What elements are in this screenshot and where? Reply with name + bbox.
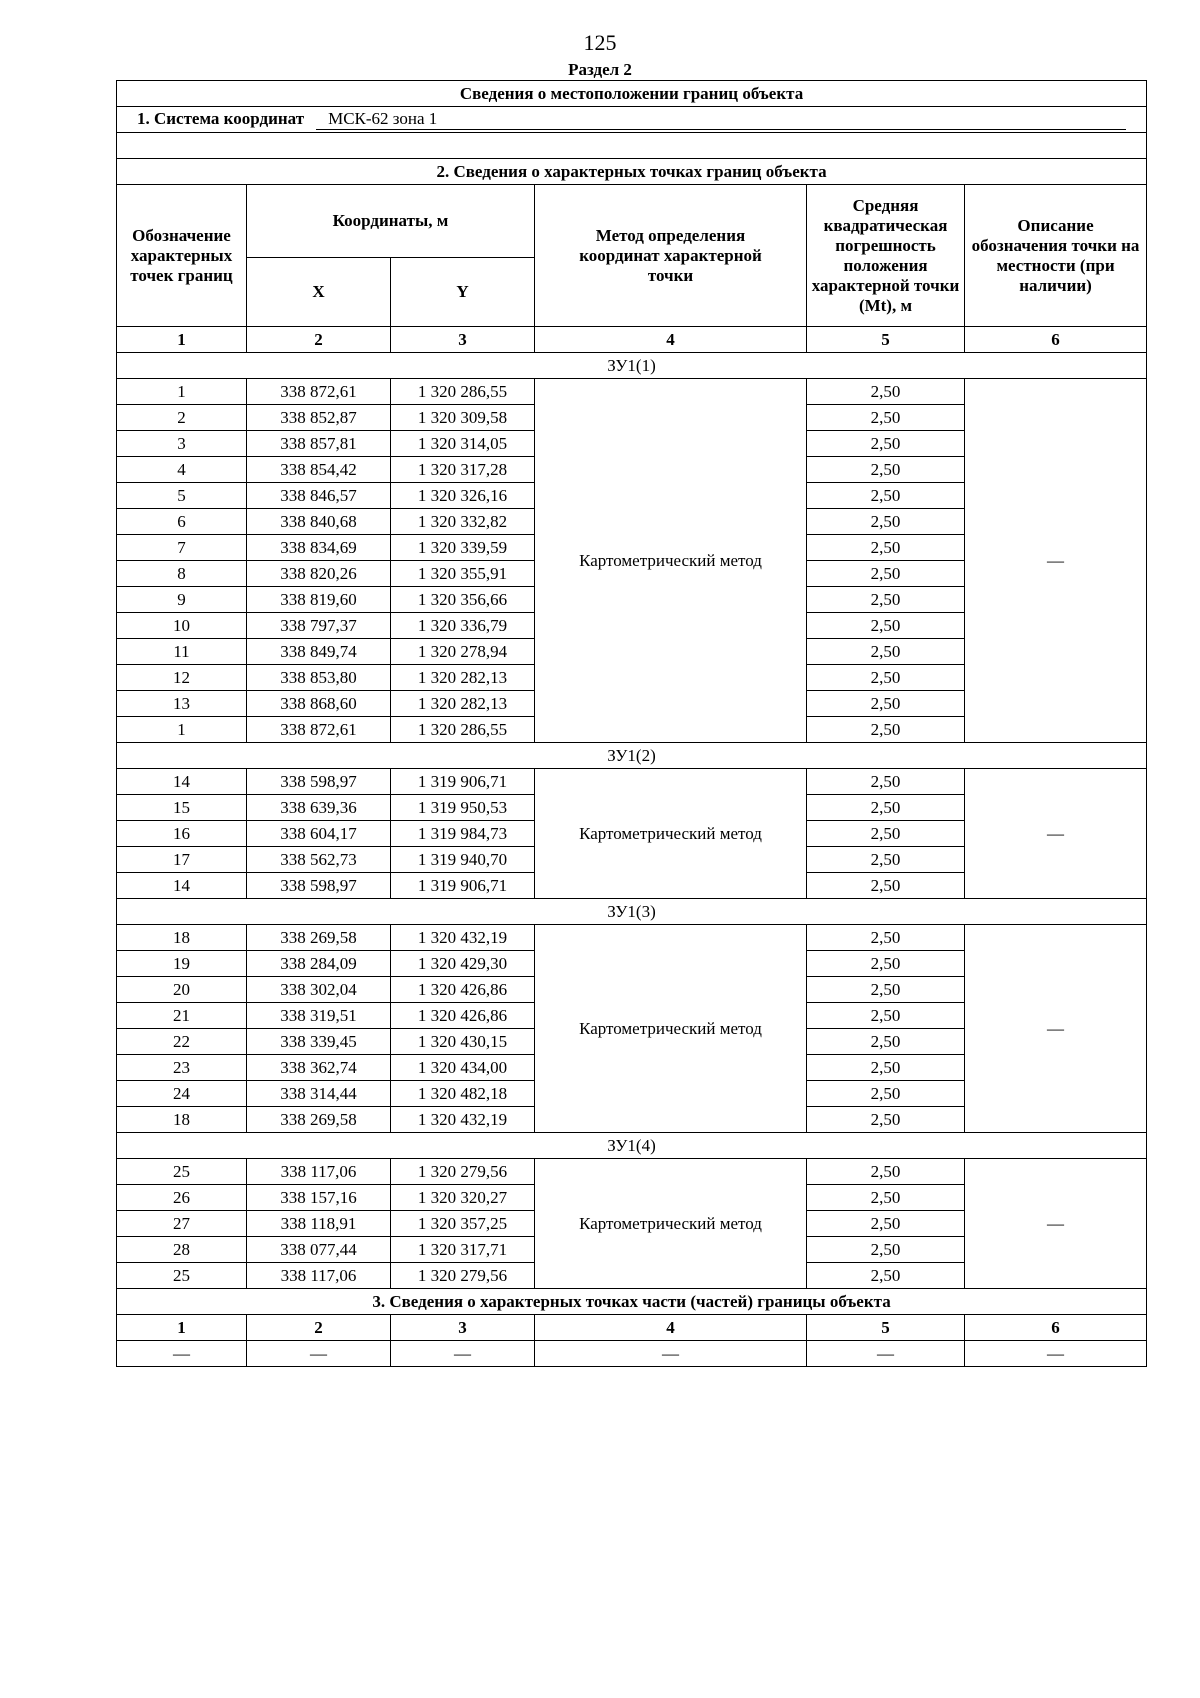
coord-x: 338 284,09 bbox=[247, 951, 391, 977]
coord-x: 338 269,58 bbox=[247, 925, 391, 951]
coord-y: 1 320 336,79 bbox=[391, 613, 535, 639]
point-number: 25 bbox=[117, 1159, 247, 1185]
header-point-designation: Обозначение характерных точек границ bbox=[117, 185, 247, 327]
accuracy-value: 2,50 bbox=[807, 951, 965, 977]
coord-system-row bbox=[117, 107, 1147, 133]
coord-x: 338 339,45 bbox=[247, 1029, 391, 1055]
coord-y: 1 320 320,27 bbox=[391, 1185, 535, 1211]
coord-y: 1 320 426,86 bbox=[391, 1003, 535, 1029]
coord-y: 1 320 282,13 bbox=[391, 665, 535, 691]
accuracy-value: 2,50 bbox=[807, 1055, 965, 1081]
coord-y: 1 320 314,05 bbox=[391, 431, 535, 457]
table-row bbox=[117, 769, 1147, 795]
coord-x: 338 598,97 bbox=[247, 769, 391, 795]
coord-y: 1 320 356,66 bbox=[391, 587, 535, 613]
table-row bbox=[117, 1159, 1147, 1185]
coord-y: 1 320 432,19 bbox=[391, 925, 535, 951]
group-row bbox=[117, 899, 1147, 925]
accuracy-value: 2,50 bbox=[807, 717, 965, 743]
accuracy-value: 2,50 bbox=[807, 561, 965, 587]
coord-y: 1 320 317,28 bbox=[391, 457, 535, 483]
coord-x: 338 639,36 bbox=[247, 795, 391, 821]
accuracy-value: 2,50 bbox=[807, 1107, 965, 1133]
coord-x: 338 854,42 bbox=[247, 457, 391, 483]
coord-x: 338 857,81 bbox=[247, 431, 391, 457]
column-number: 2 bbox=[247, 327, 391, 353]
coord-y: 1 319 906,71 bbox=[391, 769, 535, 795]
coord-x: 338 872,61 bbox=[247, 379, 391, 405]
description-cell: — bbox=[965, 769, 1147, 899]
accuracy-value: 2,50 bbox=[807, 587, 965, 613]
page-number: 125 bbox=[583, 30, 617, 55]
group-name: ЗУ1(3) bbox=[117, 899, 1147, 925]
accuracy-value: 2,50 bbox=[807, 1185, 965, 1211]
coord-x: 338 269,58 bbox=[247, 1107, 391, 1133]
point-number: 1 bbox=[117, 717, 247, 743]
accuracy-value: 2,50 bbox=[807, 1159, 965, 1185]
header-coordinates: Координаты, м bbox=[247, 185, 535, 258]
coord-x: 338 598,97 bbox=[247, 873, 391, 899]
coord-y: 1 320 429,30 bbox=[391, 951, 535, 977]
coord-y: 1 319 950,53 bbox=[391, 795, 535, 821]
header-description: Описание обозначения точки на местности (при наличии) bbox=[965, 185, 1147, 327]
coord-y: 1 320 355,91 bbox=[391, 561, 535, 587]
group-row bbox=[117, 743, 1147, 769]
coord-system-label: 1. Система координат bbox=[136, 109, 305, 128]
coord-x: 338 819,60 bbox=[247, 587, 391, 613]
empty-value: — bbox=[391, 1341, 535, 1367]
group-name: ЗУ1(2) bbox=[117, 743, 1147, 769]
coord-system-value: МСК-62 зона 1 bbox=[316, 109, 1126, 130]
table-row bbox=[117, 379, 1147, 405]
column-number: 4 bbox=[535, 1315, 807, 1341]
coord-y: 1 320 426,86 bbox=[391, 977, 535, 1003]
accuracy-value: 2,50 bbox=[807, 1081, 965, 1107]
column-number-row bbox=[117, 327, 1147, 353]
accuracy-value: 2,50 bbox=[807, 691, 965, 717]
accuracy-value: 2,50 bbox=[807, 1029, 965, 1055]
coord-x: 338 362,74 bbox=[247, 1055, 391, 1081]
header-method: Метод определения координат характерной точки bbox=[535, 185, 807, 327]
point-number: 8 bbox=[117, 561, 247, 587]
table-row bbox=[117, 925, 1147, 951]
accuracy-value: 2,50 bbox=[807, 665, 965, 691]
point-number: 20 bbox=[117, 977, 247, 1003]
coord-x: 338 840,68 bbox=[247, 509, 391, 535]
column-number: 1 bbox=[117, 327, 247, 353]
coord-x: 338 118,91 bbox=[247, 1211, 391, 1237]
empty-value: — bbox=[117, 1341, 247, 1367]
coord-y: 1 320 326,16 bbox=[391, 483, 535, 509]
coord-x: 338 319,51 bbox=[247, 1003, 391, 1029]
point-number: 4 bbox=[117, 457, 247, 483]
point-number: 19 bbox=[117, 951, 247, 977]
coord-y: 1 319 984,73 bbox=[391, 821, 535, 847]
column-number-row bbox=[117, 1315, 1147, 1341]
header-y: Y bbox=[391, 258, 535, 327]
point-number: 18 bbox=[117, 925, 247, 951]
accuracy-value: 2,50 bbox=[807, 483, 965, 509]
coord-y: 1 320 278,94 bbox=[391, 639, 535, 665]
coord-x: 338 797,37 bbox=[247, 613, 391, 639]
accuracy-value: 2,50 bbox=[807, 431, 965, 457]
point-number: 15 bbox=[117, 795, 247, 821]
accuracy-value: 2,50 bbox=[807, 847, 965, 873]
coord-y: 1 320 432,19 bbox=[391, 1107, 535, 1133]
point-number: 16 bbox=[117, 821, 247, 847]
section-title: Раздел 2 bbox=[568, 60, 632, 79]
accuracy-value: 2,50 bbox=[807, 1003, 965, 1029]
accuracy-value: 2,50 bbox=[807, 769, 965, 795]
accuracy-value: 2,50 bbox=[807, 613, 965, 639]
coord-x: 338 117,06 bbox=[247, 1159, 391, 1185]
spacer bbox=[117, 133, 1147, 159]
method-cell: Картометрический метод bbox=[535, 925, 807, 1133]
coord-y: 1 320 317,71 bbox=[391, 1237, 535, 1263]
point-number: 3 bbox=[117, 431, 247, 457]
point-number: 11 bbox=[117, 639, 247, 665]
accuracy-value: 2,50 bbox=[807, 1237, 965, 1263]
accuracy-value: 2,50 bbox=[807, 405, 965, 431]
point-number: 26 bbox=[117, 1185, 247, 1211]
column-number: 1 bbox=[117, 1315, 247, 1341]
point-number: 12 bbox=[117, 665, 247, 691]
point-number: 17 bbox=[117, 847, 247, 873]
method-cell: Картометрический метод bbox=[535, 379, 807, 743]
accuracy-value: 2,50 bbox=[807, 795, 965, 821]
point-number: 13 bbox=[117, 691, 247, 717]
column-number: 4 bbox=[535, 327, 807, 353]
coord-x: 338 868,60 bbox=[247, 691, 391, 717]
accuracy-value: 2,50 bbox=[807, 457, 965, 483]
parts-section-title: 3. Сведения о характерных точках части (частей) границы объекта bbox=[117, 1289, 1147, 1315]
coord-x: 338 302,04 bbox=[247, 977, 391, 1003]
coord-x: 338 853,80 bbox=[247, 665, 391, 691]
point-number: 18 bbox=[117, 1107, 247, 1133]
coord-y: 1 320 282,13 bbox=[391, 691, 535, 717]
coord-y: 1 319 940,70 bbox=[391, 847, 535, 873]
coord-y: 1 320 309,58 bbox=[391, 405, 535, 431]
group-name: ЗУ1(1) bbox=[117, 353, 1147, 379]
point-number: 14 bbox=[117, 769, 247, 795]
point-number: 1 bbox=[117, 379, 247, 405]
boundary-points-table bbox=[116, 80, 1147, 1367]
coord-x: 338 852,87 bbox=[247, 405, 391, 431]
accuracy-value: 2,50 bbox=[807, 535, 965, 561]
coord-y: 1 320 430,15 bbox=[391, 1029, 535, 1055]
point-number: 7 bbox=[117, 535, 247, 561]
point-number: 9 bbox=[117, 587, 247, 613]
coord-y: 1 320 279,56 bbox=[391, 1263, 535, 1289]
column-number: 6 bbox=[965, 327, 1147, 353]
group-name: ЗУ1(4) bbox=[117, 1133, 1147, 1159]
point-number: 28 bbox=[117, 1237, 247, 1263]
coord-y: 1 320 434,00 bbox=[391, 1055, 535, 1081]
coord-y: 1 319 906,71 bbox=[391, 873, 535, 899]
coord-x: 338 562,73 bbox=[247, 847, 391, 873]
description-cell: — bbox=[965, 925, 1147, 1133]
empty-value: — bbox=[247, 1341, 391, 1367]
group-row bbox=[117, 1133, 1147, 1159]
coord-y: 1 320 482,18 bbox=[391, 1081, 535, 1107]
group-row bbox=[117, 353, 1147, 379]
point-number: 23 bbox=[117, 1055, 247, 1081]
accuracy-value: 2,50 bbox=[807, 379, 965, 405]
point-number: 27 bbox=[117, 1211, 247, 1237]
coord-y: 1 320 286,55 bbox=[391, 379, 535, 405]
accuracy-value: 2,50 bbox=[807, 1263, 965, 1289]
accuracy-value: 2,50 bbox=[807, 977, 965, 1003]
column-number: 3 bbox=[391, 327, 535, 353]
point-number: 25 bbox=[117, 1263, 247, 1289]
coord-x: 338 820,26 bbox=[247, 561, 391, 587]
accuracy-value: 2,50 bbox=[807, 639, 965, 665]
points-section-title: 2. Сведения о характерных точках границ объекта bbox=[117, 159, 1147, 185]
empty-value: — bbox=[965, 1341, 1147, 1367]
point-number: 14 bbox=[117, 873, 247, 899]
header-x: X bbox=[247, 258, 391, 327]
point-number: 5 bbox=[117, 483, 247, 509]
column-number: 5 bbox=[807, 1315, 965, 1341]
coord-y: 1 320 357,25 bbox=[391, 1211, 535, 1237]
coord-x: 338 157,16 bbox=[247, 1185, 391, 1211]
coord-x: 338 604,17 bbox=[247, 821, 391, 847]
column-number: 6 bbox=[965, 1315, 1147, 1341]
coord-x: 338 849,74 bbox=[247, 639, 391, 665]
coord-y: 1 320 332,82 bbox=[391, 509, 535, 535]
coord-x: 338 314,44 bbox=[247, 1081, 391, 1107]
point-number: 2 bbox=[117, 405, 247, 431]
header-accuracy: Средняя квадратическая погрешность положения характерной точки (Mt), м bbox=[807, 185, 965, 327]
accuracy-value: 2,50 bbox=[807, 873, 965, 899]
method-cell: Картометрический метод bbox=[535, 1159, 807, 1289]
column-number: 5 bbox=[807, 327, 965, 353]
description-cell: — bbox=[965, 379, 1147, 743]
point-number: 6 bbox=[117, 509, 247, 535]
point-number: 10 bbox=[117, 613, 247, 639]
accuracy-value: 2,50 bbox=[807, 821, 965, 847]
point-number: 22 bbox=[117, 1029, 247, 1055]
accuracy-value: 2,50 bbox=[807, 509, 965, 535]
table-title: Сведения о местоположении границ объекта bbox=[117, 81, 1147, 107]
coord-x: 338 846,57 bbox=[247, 483, 391, 509]
coord-y: 1 320 286,55 bbox=[391, 717, 535, 743]
point-number: 24 bbox=[117, 1081, 247, 1107]
coord-y: 1 320 339,59 bbox=[391, 535, 535, 561]
empty-value: — bbox=[535, 1341, 807, 1367]
coord-x: 338 872,61 bbox=[247, 717, 391, 743]
column-number: 2 bbox=[247, 1315, 391, 1341]
coord-y: 1 320 279,56 bbox=[391, 1159, 535, 1185]
point-number: 21 bbox=[117, 1003, 247, 1029]
method-cell: Картометрический метод bbox=[535, 769, 807, 899]
coord-x: 338 834,69 bbox=[247, 535, 391, 561]
accuracy-value: 2,50 bbox=[807, 1211, 965, 1237]
description-cell: — bbox=[965, 1159, 1147, 1289]
parts-empty-row bbox=[117, 1341, 1147, 1367]
coord-x: 338 077,44 bbox=[247, 1237, 391, 1263]
coord-x: 338 117,06 bbox=[247, 1263, 391, 1289]
empty-value: — bbox=[807, 1341, 965, 1367]
column-number: 3 bbox=[391, 1315, 535, 1341]
accuracy-value: 2,50 bbox=[807, 925, 965, 951]
